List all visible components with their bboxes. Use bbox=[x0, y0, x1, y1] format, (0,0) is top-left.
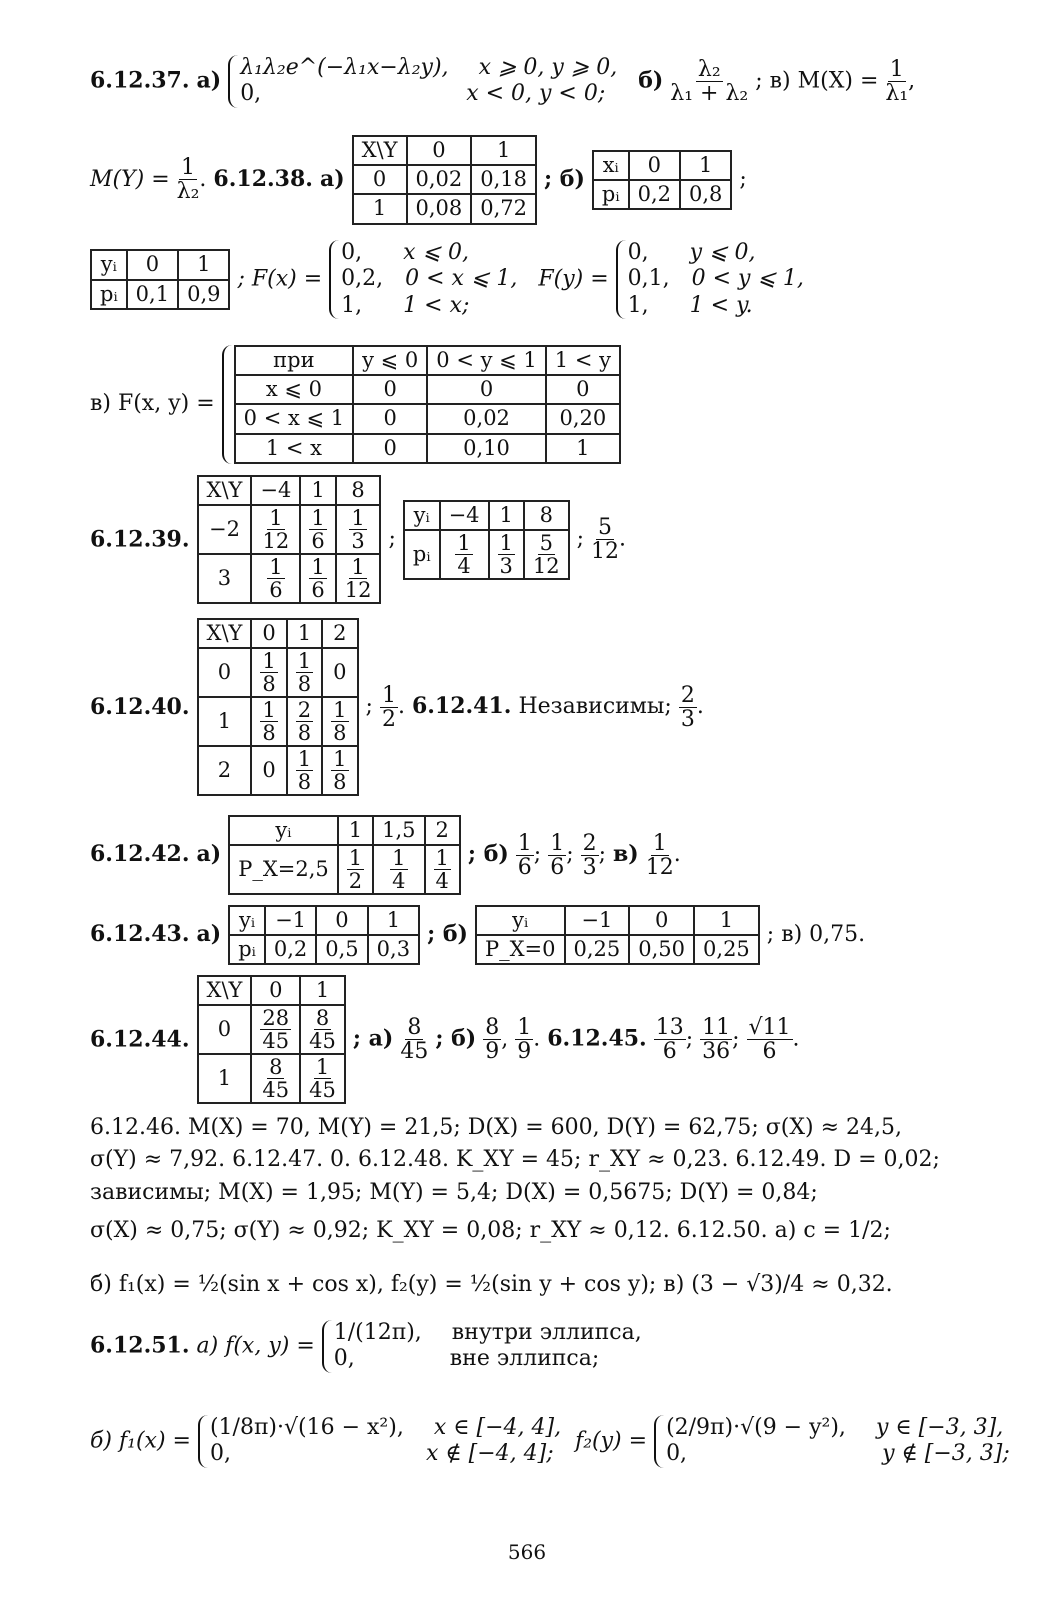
table-cell: P_X=2,5 bbox=[229, 845, 338, 894]
table-cell: x ⩽ 0 bbox=[235, 375, 353, 404]
table-cell: 1 < x bbox=[235, 434, 353, 463]
table-cell: 1 bbox=[368, 906, 419, 935]
table-cell: yᵢ bbox=[476, 906, 565, 935]
fxy-table bbox=[234, 345, 621, 464]
table-cell: 0,50 bbox=[629, 935, 694, 964]
problem-6-12-44: 6.12.44. X\Y 0 1 0 $\frac{28}{45}$ $\frac{8}{45}$ 1 $\frac{8}{45}$ $\frac{1}{45}$ ; а) $\frac{8}{45}$ ; б) $\frac{8}{9}$ , $\frac{1}{9}$ . 6.12.45. $\frac{13}{6}$ ; $\frac{11}{36}$ ; $\frac{√11}{6}$ . bbox=[90, 975, 800, 1104]
table-cell: 0 bbox=[251, 976, 300, 1005]
table-cell: pᵢ bbox=[593, 180, 629, 209]
table-cell: $\frac{8}{45}$ bbox=[251, 1054, 300, 1103]
table-cell: yᵢ bbox=[229, 906, 265, 935]
table-cell: $\frac{8}{45}$ bbox=[300, 1005, 345, 1054]
problem-6-12-39: 6.12.39. X\Y −4 1 8 −2 $\frac{1}{12}$ $\frac{1}{6}$ $\frac{1}{3}$ 3 $\frac{1}{6}$ $\frac{1}{6}$ $\frac{1}{12}$ ; yᵢ −4 1 8 pᵢ $\frac{1}{4}$ $\frac{1}{3}$ $\frac{5}{12}$ ; $\frac{5}{12}$ . bbox=[90, 475, 626, 604]
table-cell: 1 bbox=[338, 816, 373, 845]
table-cell: 3 bbox=[198, 554, 252, 603]
piecewise-brace: λ₁λ₂e^(−λ₁x−λ₂y), x ⩾ 0, y ⩾ 0, 0, x < 0, y < 0; bbox=[228, 55, 617, 108]
page-number: 566 bbox=[507, 1540, 547, 1564]
table-cell: $\frac{1}{12}$ bbox=[251, 505, 300, 554]
table-43b bbox=[475, 905, 760, 965]
table-cell: 0,9 bbox=[178, 280, 229, 309]
table-cell: 0,25 bbox=[565, 935, 630, 964]
table-cell: $\frac{1}{8}$ bbox=[251, 648, 286, 697]
table-42 bbox=[228, 815, 461, 895]
table-cell: 0,72 bbox=[471, 194, 536, 223]
table-cell: −2 bbox=[198, 505, 252, 554]
table-cell: 8 bbox=[524, 501, 569, 530]
table-cell: 0,08 bbox=[407, 194, 472, 223]
table-cell: 0,5 bbox=[316, 935, 367, 964]
problem-6-12-51-b: б) f₁(x) = (1/8π)·√(16 − x²), x ∈ [−4, 4], 0, x ∉ [−4, 4]; f₂(y) = (2/9π)·√(9 − y²), y ∈ [−3, 3], 0, y ∉ [−3, 3]; bbox=[90, 1415, 1010, 1467]
table-cell: $\frac{1}{6}$ bbox=[300, 554, 335, 603]
table-cell: 1 bbox=[489, 501, 524, 530]
table-cell: X\Y bbox=[353, 136, 407, 165]
text-line-4: σ(X) ≈ 0,75; σ(Y) ≈ 0,92; K_XY = 0,08; r_XY ≈ 0,12. 6.12.50. а) c = 1/2; bbox=[90, 1218, 891, 1243]
table-cell: 0,2 bbox=[265, 935, 316, 964]
table-cell: yᵢ bbox=[229, 816, 338, 845]
table-cell: $\frac{1}{8}$ bbox=[322, 697, 357, 746]
table-cell: 0 bbox=[546, 375, 620, 404]
table-cell: X\Y bbox=[198, 976, 252, 1005]
table-cell: $\frac{1}{12}$ bbox=[336, 554, 381, 603]
table-cell: 1 < y bbox=[546, 346, 620, 375]
table-cell: $\frac{1}{8}$ bbox=[251, 697, 286, 746]
joint-table-40 bbox=[197, 618, 359, 796]
table-cell: 0 bbox=[198, 648, 252, 697]
table-cell: 0 bbox=[251, 746, 286, 795]
table-cell: при bbox=[235, 346, 353, 375]
table-cell: y ⩽ 0 bbox=[353, 346, 427, 375]
table-cell: $\frac{1}{6}$ bbox=[251, 554, 300, 603]
table-cell: 2 bbox=[425, 816, 460, 845]
y-distribution-39 bbox=[403, 500, 570, 580]
table-cell: 0 bbox=[322, 648, 357, 697]
table-cell: 0,2 bbox=[629, 180, 680, 209]
table-cell: 0,18 bbox=[471, 165, 536, 194]
table-cell: 1 bbox=[694, 906, 759, 935]
table-cell: 0 bbox=[198, 1005, 252, 1054]
table-cell: 1 bbox=[287, 619, 322, 648]
table-cell: pᵢ bbox=[229, 935, 265, 964]
problem-6-12-42: 6.12.42. а) yᵢ 1 1,5 2 P_X=2,5 $\frac{1}{2}$ $\frac{1}{4}$ $\frac{1}{4}$ ; б) $\frac{1}{6}$ ; $\frac{1}{6}$ ; $\frac{2}{3}$ ; в) $\frac{1}{12}$ . bbox=[90, 815, 681, 895]
table-cell: 0,1 bbox=[127, 280, 178, 309]
table-cell: 0 bbox=[407, 136, 472, 165]
table-cell: −1 bbox=[265, 906, 316, 935]
problem-6-12-38-cdf: yᵢ 0 1 pᵢ 0,1 0,9 ; F(x) = 0, x ⩽ 0, 0,2, 0 < x ⩽ 1, 1, 1 < x; F(y) = 0, y ⩽ 0, 0,1, 0 < y ⩽ 1, 1, 1 < y. bbox=[90, 240, 804, 319]
joint-table-39 bbox=[197, 475, 382, 604]
table-cell: 0 < x ⩽ 1 bbox=[235, 404, 353, 433]
table-cell: 0 bbox=[127, 250, 178, 279]
problem-6-12-37: 6.12.37. а) λ₁λ₂e^(−λ₁x−λ₂y), x ⩾ 0, y ⩾ 0, 0, x < 0, y < 0; б) $\frac{\text{λ₂}}{\text{λ₁ + λ₂}}$ ; в) M(X) = $\frac{1}{\text{λ₁}}$ , bbox=[90, 55, 916, 107]
joint-table-44 bbox=[197, 975, 346, 1104]
problem-6-12-38-fxy: в) F(x, y) = при y ⩽ 0 0 < y ⩽ 1 1 < y x ⩽ 0 0 0 0 0 < x ⩽ 1 0 0,02 0,20 1 < x 0 0,10 1 bbox=[90, 345, 621, 464]
table-cell: pᵢ bbox=[91, 280, 127, 309]
table-cell: 1 bbox=[471, 136, 536, 165]
fy-brace: 0, y ⩽ 0, 0,1, 0 < y ⩽ 1, 1, 1 < y. bbox=[616, 240, 804, 319]
table-cell: $\frac{2}{8}$ bbox=[287, 697, 322, 746]
table-cell: 0 bbox=[316, 906, 367, 935]
problem-6-12-51-a: 6.12.51. а) f(x, y) = 1/(12π), внутри эллипса, 0, вне эллипса; bbox=[90, 1320, 642, 1372]
problem-6-12-38: M(Y) = $\frac{1}{\text{λ₂}}$ . 6.12.38. а) X\Y 0 1 0 0,02 0,18 1 0,08 0,72 ; б) xᵢ 0 1 pᵢ 0,2 0,8 ; bbox=[90, 135, 747, 225]
table-cell: $\frac{1}{8}$ bbox=[287, 746, 322, 795]
table-cell: pᵢ bbox=[404, 530, 440, 579]
joint-table-38 bbox=[352, 135, 537, 225]
table-cell: X\Y bbox=[198, 619, 252, 648]
table-cell: $\frac{1}{45}$ bbox=[300, 1054, 345, 1103]
table-cell: $\frac{1}{4}$ bbox=[440, 530, 489, 579]
x-distribution-38 bbox=[592, 150, 732, 210]
table-cell: yᵢ bbox=[91, 250, 127, 279]
table-cell: 0 bbox=[353, 404, 427, 433]
table-cell: 1 bbox=[198, 1054, 252, 1103]
table-cell: $\frac{28}{45}$ bbox=[251, 1005, 300, 1054]
table-cell: 1 bbox=[178, 250, 229, 279]
table-cell: 1 bbox=[198, 697, 252, 746]
table-cell: $\frac{1}{3}$ bbox=[336, 505, 381, 554]
table-cell: xᵢ bbox=[593, 151, 629, 180]
table-cell: 8 bbox=[336, 476, 381, 505]
table-cell: 0,25 bbox=[694, 935, 759, 964]
table-cell: $\frac{1}{8}$ bbox=[287, 648, 322, 697]
table-cell: 0 bbox=[629, 151, 680, 180]
table-cell: 0,10 bbox=[427, 434, 545, 463]
text-line-2: σ(Y) ≈ 7,92. 6.12.47. 0. 6.12.48. K_XY = 45; r_XY ≈ 0,23. 6.12.49. D = 0,02; bbox=[90, 1147, 940, 1172]
table-cell: $\frac{1}{3}$ bbox=[489, 530, 524, 579]
table-cell: 1 bbox=[546, 434, 620, 463]
table-cell: 1 bbox=[353, 194, 407, 223]
table-43a bbox=[228, 905, 420, 965]
table-cell: $\frac{1}{8}$ bbox=[322, 746, 357, 795]
table-cell: $\frac{1}{2}$ bbox=[338, 845, 373, 894]
table-cell: 2 bbox=[322, 619, 357, 648]
table-cell: 2 bbox=[198, 746, 252, 795]
table-cell: −1 bbox=[565, 906, 630, 935]
problem-6-12-43: 6.12.43. а) yᵢ −1 0 1 pᵢ 0,2 0,5 0,3 ; б) yᵢ −1 0 1 P_X=0 0,25 0,50 0,25 ; в) 0,75. bbox=[90, 905, 865, 965]
table-cell: 0,02 bbox=[427, 404, 545, 433]
table-cell: 0,02 bbox=[407, 165, 472, 194]
table-cell: 1 bbox=[680, 151, 731, 180]
table-cell: 0 bbox=[629, 906, 694, 935]
table-cell: −4 bbox=[251, 476, 300, 505]
table-cell: 0 bbox=[353, 375, 427, 404]
table-cell: yᵢ bbox=[404, 501, 440, 530]
table-cell: 0 bbox=[251, 619, 286, 648]
table-cell: 0 bbox=[353, 434, 427, 463]
table-cell: −4 bbox=[440, 501, 489, 530]
table-cell: 0,3 bbox=[368, 935, 419, 964]
table-cell: 0,8 bbox=[680, 180, 731, 209]
fx-brace: 0, x ⩽ 0, 0,2, 0 < x ⩽ 1, 1, 1 < x; bbox=[329, 240, 517, 319]
text-line-3: зависимы; M(X) = 1,95; M(Y) = 5,4; D(X) = 0,5675; D(Y) = 0,84; bbox=[90, 1180, 818, 1205]
table-cell: $\frac{1}{4}$ bbox=[425, 845, 460, 894]
table-cell: $\frac{5}{12}$ bbox=[524, 530, 569, 579]
table-cell: P_X=0 bbox=[476, 935, 565, 964]
table-cell: 1 bbox=[300, 476, 335, 505]
table-cell: $\frac{1}{6}$ bbox=[300, 505, 335, 554]
text-line-5: б) f₁(x) = ½(sin x + cos x), f₂(y) = ½(sin y + cos y); в) (3 − √3)/4 ≈ 0,32. bbox=[90, 1272, 893, 1297]
table-cell: 1 bbox=[300, 976, 345, 1005]
table-cell: $\frac{1}{4}$ bbox=[373, 845, 424, 894]
text-line-1: 6.12.46. M(X) = 70, M(Y) = 21,5; D(X) = 600, D(Y) = 62,75; σ(X) ≈ 24,5, bbox=[90, 1115, 902, 1140]
table-cell: 0 bbox=[427, 375, 545, 404]
table-cell: 0,20 bbox=[546, 404, 620, 433]
y-distribution-38 bbox=[90, 249, 230, 309]
table-cell: X\Y bbox=[198, 476, 252, 505]
table-cell: 0 bbox=[353, 165, 407, 194]
table-cell: 1,5 bbox=[373, 816, 424, 845]
table-cell: 0 < y ⩽ 1 bbox=[427, 346, 545, 375]
problem-6-12-40: 6.12.40. X\Y 0 1 2 0 $\frac{1}{8}$ $\frac{1}{8}$ 0 1 $\frac{1}{8}$ $\frac{2}{8}$ $\frac{1}{8}$ 2 0 $\frac{1}{8}$ $\frac{1}{8}$ ; $\frac{1}{2}$ . 6.12.41. Независимы; $\frac{2}{3}$ . bbox=[90, 618, 704, 796]
